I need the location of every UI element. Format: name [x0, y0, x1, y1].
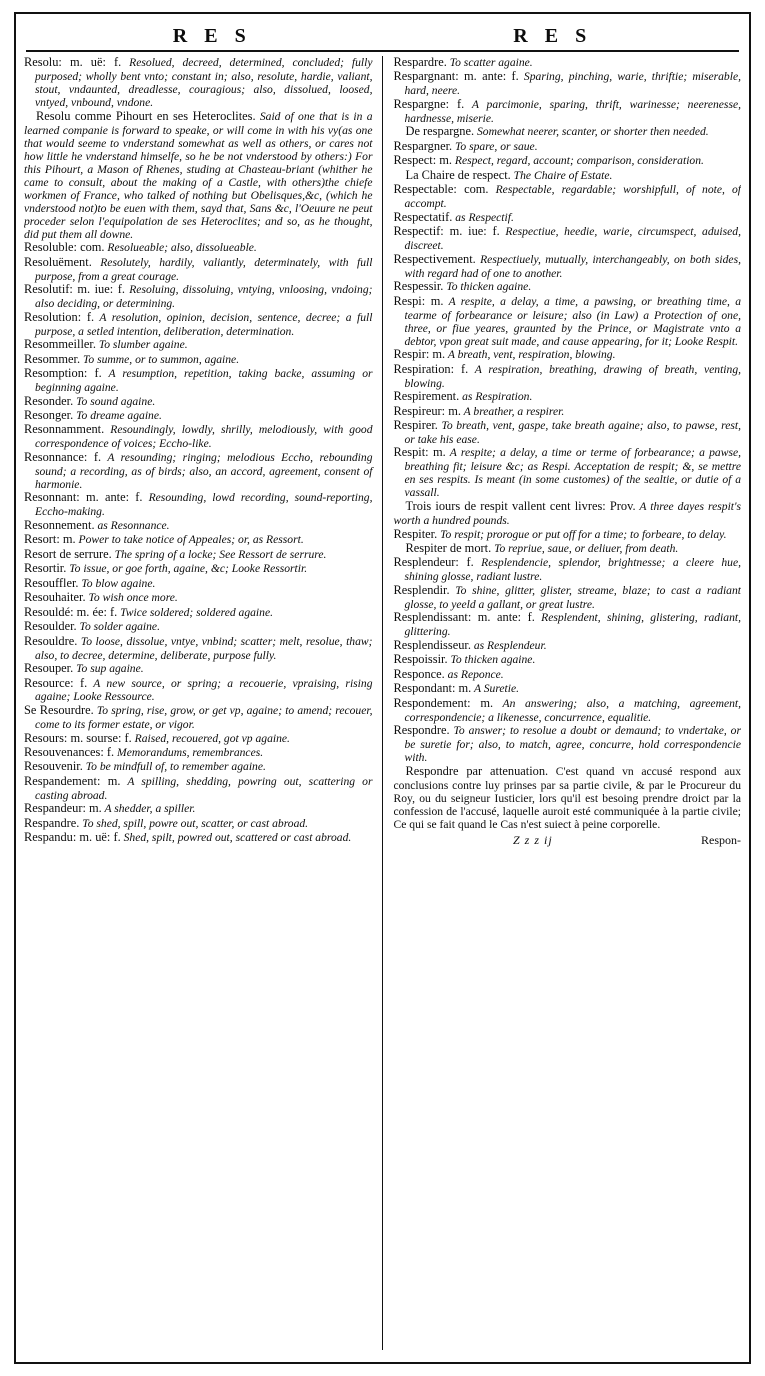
entry-definition: A spilling, shedding, powring out, scattering or casting abroad. — [35, 774, 373, 802]
entry-definition: Resoundingly, lowdly, shrilly, melodiously, with good correspondence of voices; Eccho-like. — [35, 423, 373, 451]
entry-definition: as Resplendeur. — [470, 638, 547, 652]
dictionary-entry — [24, 311, 373, 338]
catch-line — [394, 833, 742, 848]
entry-headword: Resort: m. — [24, 532, 76, 547]
dictionary-entry — [394, 390, 742, 404]
text-columns — [24, 56, 741, 1350]
entry-headword: Respectatif. — [393, 209, 453, 224]
entry-definition: To sound againe. — [73, 394, 156, 408]
entry-headword: Respessir. — [393, 279, 444, 294]
entry-definition: To blow againe. — [78, 576, 156, 590]
entry-headword: Resouper. — [24, 661, 74, 676]
entry-definition: To sup againe. — [73, 662, 144, 676]
entry-definition: A breath, vent, respiration, blowing. — [445, 348, 616, 362]
entry-headword: Respiration: f. — [393, 361, 469, 376]
entry-headword: Respandre. — [24, 815, 80, 830]
entry-definition: as Reponce. — [444, 667, 504, 681]
entry-definition: Respect, regard, account; comparison, consideration. — [452, 154, 704, 168]
entry-definition: An answering; also, a matching, agreement, correspondencie; a likenesse, concurrence, equalitie. — [404, 696, 741, 724]
running-head-left: R E S — [172, 25, 252, 47]
entry-headword: Respondre par attenuation. — [405, 763, 549, 778]
dictionary-entry — [24, 241, 373, 255]
entry-definition: To loose, dissolue, vntye, vnbind; scatter; melt, resolue, thaw; also, to decree, determine, deliberate, purpose fully. — [35, 634, 373, 662]
entry-definition: A respite; a delay, a time or terme of forbearance; a pawse, breathing fit; leisure &c; as Respi. Acceptation de respit; &, se mettre en ses respits. Is meant (in some customes) of the sealtie, or dutie of a vassall. — [404, 446, 741, 500]
entry-definition: A shedder, a spiller. — [101, 802, 196, 816]
entry-headword: Responce. — [393, 666, 445, 681]
entry-definition: Power to take notice of Appeales; or, as Ressort. — [75, 533, 304, 547]
entry-definition: To wish once more. — [85, 591, 178, 605]
entry-definition: Resounding, lowd recording, sound-reporting, Eccho-making. — [35, 491, 373, 519]
entry-headword: Respectif: m. iue: f. — [393, 224, 500, 239]
entry-headword: Respondement: m. — [393, 695, 494, 710]
entry-headword: Respect: m. — [393, 153, 452, 168]
dictionary-entry — [24, 775, 373, 802]
entry-headword: Respiter. — [393, 526, 438, 541]
entry-headword: Resolution: f. — [24, 309, 95, 324]
dictionary-entry — [24, 831, 373, 845]
dictionary-entry — [24, 338, 373, 352]
dictionary-entry — [24, 367, 373, 394]
entry-definition: Twice soldered; soldered againe. — [117, 605, 273, 619]
entry-headword: Resort de serrure. — [24, 546, 112, 561]
dictionary-entry — [24, 591, 373, 605]
entry-definition: Somewhat neerer, scanter, or shorter then needed. — [474, 125, 709, 139]
entry-definition: To answer; to resolue a doubt or demaund; to vndertake, or be suretie for; also, to match, agree, concurre, hold correspondencie with. — [404, 724, 741, 765]
dictionary-entry — [24, 395, 373, 409]
entry-headword: Resonder. — [24, 393, 74, 408]
entry-headword: Resouffler. — [24, 575, 79, 590]
entry-headword: Resouvenances: f. — [24, 744, 115, 759]
entry-definition: Resplendencie, splendor, brightnesse; a cleere hue, shining glosse, radiant lustre. — [404, 556, 741, 584]
entry-definition: To solder againe. — [76, 620, 160, 634]
column-left — [24, 56, 383, 1350]
dictionary-entry — [24, 409, 373, 423]
entry-definition: A respiration, breathing, drawing of breath, venting, blowing. — [404, 362, 741, 390]
entry-headword: Resouldre. — [24, 633, 78, 648]
entry-headword: Respectable: com. — [393, 182, 489, 197]
entry-definition: To thicken againe. — [447, 653, 536, 667]
dictionary-entry — [24, 704, 373, 731]
dictionary-entry — [394, 363, 742, 390]
entry-headword: Resolu: m. uë: f. — [24, 56, 122, 69]
entry-headword: Respoissir. — [393, 652, 448, 667]
dictionary-entry — [394, 556, 742, 583]
entry-definition: The Chaire of Estate. — [510, 168, 613, 182]
dictionary-entry — [394, 253, 742, 280]
dictionary-entry — [394, 295, 742, 348]
entry-definition: C'est quand vn accusé respond aux conclusions contre luy prinses par sa partie civile, & par le Procureur du Roy, ou du seigneur Iusticier, lors qu'il est besoing prendre droict par la confession de l'accusé, laquelle auroit esté communiquée à la partie civile; Ce qui se fait quand le Cas n'est suiect à peine corporelle. — [393, 764, 741, 831]
entry-headword: Respirement. — [393, 389, 460, 404]
header-rule — [26, 50, 739, 52]
entry-headword: Resource: f. — [24, 675, 88, 690]
entry-headword: Respit: m. — [393, 445, 446, 460]
dictionary-entry — [24, 746, 373, 760]
entry-definition: Memorandums, remembrances. — [114, 745, 264, 759]
column-right — [383, 56, 742, 1350]
entry-headword: Resoluble: com. — [24, 240, 105, 255]
entry-headword: Respandement: m. — [24, 773, 121, 788]
entry-definition: Raised, recouered, got vp againe. — [131, 731, 290, 745]
dictionary-entry — [394, 56, 742, 70]
entry-headword: Respiter de mort. — [405, 540, 492, 555]
dictionary-entry — [394, 542, 742, 556]
entry-definition: as Resonnance. — [94, 518, 170, 532]
entry-definition: A resolution, opinion, decision, sentence, decree; a full purpose, a setled intention, deliberation, determination. — [35, 310, 373, 338]
entry-definition: A parcimonie, sparing, thrift, warinesse; neerenesse, hardnesse, miserie. — [404, 97, 741, 125]
entry-headword: Trois iours de respit vallent cent livres: Prov. — [405, 499, 636, 514]
dictionary-entry — [394, 639, 742, 653]
entry-definition: Said of one that is in a learned companie is forward to speake, or will come in with his vy(as one that would seeme to vnderstand somewhat as well as others, or cares not how little he vnderstand himselfe, so he be not vnderstood by others:) For this Pihourt, a Mason of Rhenes, studing at Chasteau-briant (whither he came to consult, about the making of a Castle, with others)the chiefe workmen of France, who talked of nothing but Obelisques,&c, (which he vnderstood not)to be euen with them, sayd that, Sans &c, l'Oeuure ne peut proceder selon l'equipolation de ses Heteroclites; and so, as he thought, did put them all downe. — [24, 109, 373, 241]
entry-headword: Respireur: m. — [393, 403, 461, 418]
dictionary-entry — [24, 817, 373, 831]
entry-definition: Resplendent, shining, glistering, radiant, glittering. — [404, 611, 741, 639]
entry-headword: Resolutif: m. iue: f. — [24, 282, 125, 297]
dictionary-entry — [394, 697, 742, 724]
entry-definition: To repriue, saue, or deliuer, from death. — [491, 541, 679, 555]
entry-definition: Respectable, regardable; worshipfull, of note, of accompt. — [404, 183, 741, 211]
entry-definition: To shed, spill, powre out, scatter, or cast abroad. — [79, 816, 309, 830]
entry-headword: Resonnamment. — [24, 422, 105, 437]
dictionary-entry — [394, 668, 742, 682]
entry-headword: Resoluëment. — [24, 254, 92, 269]
running-head-right: R E S — [513, 25, 593, 47]
dictionary-entry — [394, 169, 742, 183]
dictionary-entry — [24, 451, 373, 491]
entry-headword: Respectivement. — [393, 251, 476, 266]
entry-definition: Shed, spilt, powred out, scattered or cast abroad. — [120, 831, 352, 845]
entry-headword: Resonnant: m. ante: f. — [24, 490, 143, 505]
entry-definition: A Suretie. — [471, 682, 520, 696]
entry-definition: To shine, glitter, glister, streame, blaze; to cast a radiant glosse, to yeeld a gallant, or great lustre. — [404, 583, 741, 611]
running-head — [24, 18, 741, 48]
entry-headword: Respargnant: m. ante: f. — [393, 69, 519, 84]
dictionary-entry — [24, 56, 373, 109]
dictionary-entry — [24, 620, 373, 634]
entry-headword: Resplendissant: m. ante: f. — [393, 610, 535, 625]
entry-headword: Resouvenir. — [24, 759, 83, 774]
entry-headword: Resplendisseur. — [393, 637, 471, 652]
entry-definition: Sparing, pinching, warie, thriftie; miserable, hard, neere. — [404, 70, 741, 98]
entry-headword: La Chaire de respect. — [405, 167, 511, 182]
entry-definition: To scatter againe. — [446, 56, 533, 69]
entry-definition: as Respectif. — [452, 210, 514, 224]
dictionary-entry — [24, 577, 373, 591]
entry-headword: Se Resourdre. — [24, 703, 94, 718]
entry-definition: as Respiration. — [459, 390, 533, 404]
dictionary-entry — [394, 500, 742, 527]
entry-headword: De respargne. — [405, 124, 475, 139]
entry-definition: Respectiuely, mutually, interchangeably, on both sides, with regard had of one to another. — [404, 252, 741, 280]
entry-headword: Respirer. — [393, 417, 438, 432]
dictionary-entry — [394, 682, 742, 696]
entry-headword: Respandu: m. uë: f. — [24, 830, 121, 845]
entry-headword: Resommeiller. — [24, 337, 96, 352]
entry-definition: To summe, or to summon, againe. — [80, 352, 240, 366]
entry-headword: Respargner. — [393, 138, 453, 153]
dictionary-entry — [394, 183, 742, 210]
entry-headword: Respi: m. — [393, 293, 444, 308]
entry-headword: Resonger. — [24, 408, 74, 423]
dictionary-entry — [24, 635, 373, 662]
entry-headword: Resouldé: m. ée: f. — [24, 604, 118, 619]
dictionary-entry — [394, 446, 742, 499]
entry-headword: Respondre. — [393, 723, 450, 738]
entry-headword: Respargne: f. — [393, 96, 465, 111]
entry-headword: Resplendir. — [393, 582, 450, 597]
entry-definition: To breath, vent, gaspe, take breath againe; also, to pawse, rest, or take his ease. — [404, 418, 741, 446]
entry-definition: To issue, or goe forth, againe, &c; Looke Ressortir. — [66, 562, 308, 576]
catchword: Respon- — [701, 832, 741, 847]
dictionary-entry — [24, 562, 373, 576]
dictionary-entry — [24, 110, 373, 241]
dictionary-entry — [394, 154, 742, 168]
entry-definition: To be mindfull of, to remember againe. — [82, 760, 266, 774]
entry-headword: Resolu comme Pihourt en ses Heteroclites. — [36, 108, 256, 123]
dictionary-entry — [394, 611, 742, 638]
dictionary-entry — [24, 533, 373, 547]
dictionary-entry — [394, 125, 742, 139]
dictionary-entry — [24, 491, 373, 518]
dictionary-entry — [24, 423, 373, 450]
entry-headword: Resonnement. — [24, 517, 95, 532]
entry-headword: Resomption: f. — [24, 366, 102, 381]
dictionary-entry — [24, 353, 373, 367]
entry-definition: Resolued, decreed, determined, concluded; fully purposed; wholly bent vnto; constant in; also, resolute, hardie, valiant, stout, vndaunted, dreadlesse, couragious; also, dissolued, loosed, vntyed, vnbound, vndone. — [35, 56, 373, 110]
dictionary-entry — [394, 653, 742, 667]
dictionary-entry — [394, 70, 742, 97]
entry-headword: Resommer. — [24, 351, 81, 366]
entry-definition: To spring, rise, grow, or get vp, againe; to amend; recouer, come to its former estate, or vigor. — [35, 704, 373, 731]
dictionary-entry — [394, 528, 742, 542]
entry-definition: To respit; prorogue or put off for a time; to forbeare, to delay. — [437, 527, 727, 541]
entry-definition: A three dayes respit's worth a hundred pounds. — [393, 500, 741, 527]
dictionary-entry — [394, 419, 742, 446]
dictionary-entry — [394, 584, 742, 611]
entry-headword: Resoulder. — [24, 619, 77, 634]
entry-headword: Respir: m. — [393, 347, 446, 362]
dictionary-entry — [24, 760, 373, 774]
dictionary-entry — [394, 225, 742, 252]
dictionary-entry — [394, 724, 742, 764]
entry-headword: Respandeur: m. — [24, 801, 102, 816]
dictionary-entry — [394, 140, 742, 154]
entry-headword: Resonnance: f. — [24, 449, 102, 464]
entry-definition: To slumber againe. — [95, 338, 188, 352]
entry-definition: Resolueable; also, dissolueable. — [104, 241, 257, 255]
entry-headword: Respardre. — [393, 56, 447, 69]
entry-headword: Resortir. — [24, 561, 67, 576]
dictionary-entry — [394, 348, 742, 362]
entry-definition: A breather, a respirer. — [460, 404, 565, 418]
entry-headword: Resours: m. sourse: f. — [24, 730, 132, 745]
entry-definition: To spare, or saue. — [452, 139, 538, 153]
entry-definition: Resoluing, dissoluing, vntying, vnloosing, vndoing; also deciding, or determining. — [35, 283, 373, 311]
dictionary-entry — [24, 662, 373, 676]
dictionary-entry — [394, 280, 742, 294]
dictionary-entry — [394, 211, 742, 225]
entry-definition: Resolutely, hardily, valiantly, determinately, with full purpose, from a great courage. — [35, 255, 373, 283]
entry-headword: Resouhaiter. — [24, 590, 86, 605]
dictionary-entry — [394, 98, 742, 125]
entry-definition: A new source, or spring; a recouerie, vpraising, rising againe; Looke Ressource. — [35, 676, 373, 704]
entry-definition: To thicken againe. — [443, 280, 532, 294]
dictionary-entry — [24, 802, 373, 816]
dictionary-entry — [394, 765, 742, 831]
entry-definition: A respite, a delay, a time, a pawsing, or breathing time, a tearme of forbearance or leisure; also (in Law) a Protection of one, three, or fiue yeares, graunted by the Prince, or Magistrate vnto a debtor, vpon great suit made, and cause appearing, for it; Looke Respit. — [404, 294, 741, 348]
dictionary-entry — [24, 519, 373, 533]
entry-headword: Respondant: m. — [393, 681, 472, 696]
dictionary-entry — [24, 732, 373, 746]
entry-definition: A resumption, repetition, taking backe, assuming or beginning againe. — [35, 367, 373, 395]
dictionary-entry — [24, 256, 373, 283]
entry-definition: To dreame againe. — [73, 409, 162, 423]
signature-mark: Z z z ij — [512, 832, 553, 847]
dictionary-entry — [24, 283, 373, 310]
entry-headword: Resplendeur: f. — [393, 555, 474, 570]
entry-definition: A resounding; ringing; melodious Eccho, rebounding sound; a recording, as of birds; also, an accord, agreement, consent of harmonie. — [35, 450, 373, 491]
dictionary-entry — [394, 405, 742, 419]
dictionary-entry — [24, 606, 373, 620]
dictionary-entry — [24, 548, 373, 562]
entry-definition: Respectiue, heedie, warie, circumspect, aduised, discreet. — [404, 225, 741, 253]
dictionary-entry — [24, 677, 373, 704]
entry-definition: The spring of a locke; See Ressort de serrure. — [111, 547, 327, 561]
